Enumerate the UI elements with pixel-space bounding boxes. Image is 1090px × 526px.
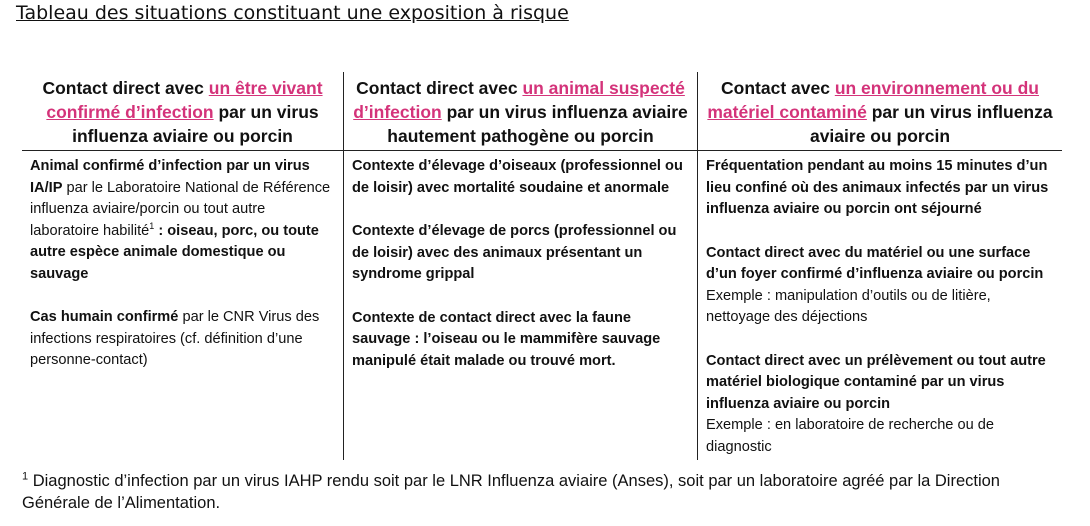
header-text: Contact avec (721, 78, 835, 98)
situation-entry (30, 307, 337, 372)
column-header (344, 76, 697, 148)
footnote (22, 470, 1072, 514)
entry-bold-text: Contact direct avec du matériel ou une surface d’un foyer confirmé d’influenza aviaire ou porcin (706, 244, 1044, 282)
situation-entry (352, 308, 691, 373)
header-text: par un virus influenza aviaire hautement pathogène ou porcin (387, 102, 688, 146)
footnote-marker: 1 (22, 470, 29, 483)
column-contaminated-environment (698, 72, 1062, 460)
column-suspected-animal (344, 72, 697, 460)
header-highlight: un animal suspecté d’infection (353, 78, 685, 122)
footnote-text: Diagnostic d’infection par un virus IAHP rendu soit par le LNR Influenza aviaire (Anses), soit par un laboratoire agréé par la Direction Générale de l’Alimentation. (22, 472, 1000, 512)
entry-bold-text: Contexte d’élevage de porcs (professionnel ou de loisir) avec des animaux présentant un syndrome grippal (352, 223, 677, 282)
page-title: Tableau des situations constituant une exposition à risque (16, 2, 569, 24)
situation-entry (352, 156, 691, 199)
column-body (706, 156, 1056, 480)
column-living-being (22, 72, 343, 460)
header-text: par un virus influenza aviaire ou porcin (72, 102, 319, 146)
header-text: Contact direct avec (356, 78, 523, 98)
header-text: Contact direct avec (42, 78, 209, 98)
column-header (22, 76, 343, 148)
column-header (698, 76, 1062, 148)
entry-bold-text: Cas humain confirmé (30, 309, 179, 325)
header-highlight: un être vivant confirmé d’infection (46, 78, 323, 122)
entry-bold-text: Animal confirmé d’infection par un virus IA/IP (30, 158, 310, 196)
entry-bold-text: Contexte de contact direct avec la faune sauvage : l’oiseau ou le mammifère sauvage manipulé était malade ou trouvé mort. (352, 309, 661, 369)
entry-text: par le Laboratoire National de Référence influenza aviaire/porcin ou tout autre laboratoire habilité (30, 179, 331, 239)
entry-text: par le CNR Virus des infections respiratoires (cf. définition d’une personne-contact) (30, 309, 320, 368)
column-body (30, 156, 337, 394)
entry-bold-text: Contact direct avec un prélèvement ou tout autre matériel biologique contaminé par un virus influenza aviaire ou porcin (706, 352, 1046, 412)
column-body (352, 156, 691, 394)
header-highlight: un environnement ou du matériel contaminé (707, 78, 1039, 122)
entry-bold-text: Contexte d’élevage d’oiseaux (professionnel ou de loisir) avec mortalité soudaine et anormale (352, 158, 683, 196)
footnote-reference: 1 (149, 220, 155, 231)
situation-entry (352, 221, 691, 286)
entry-bold-text: Fréquentation pendant au moins 15 minutes d’un lieu confiné où des animaux infectés par un virus influenza aviaire ou porcin ont séjourné (706, 158, 1049, 217)
entry-text: Exemple : manipulation d’outils ou de litière, nettoyage des déjections (706, 287, 991, 325)
entry-bold-text: : oiseau, porc, ou toute autre espèce animale domestique ou sauvage (30, 222, 319, 282)
situation-entry (30, 156, 337, 285)
situation-entry (706, 243, 1056, 329)
header-text: par un virus influenza aviaire ou porcin (809, 102, 1053, 146)
entry-text: Exemple : en laboratoire de recherche ou de diagnostic (706, 417, 994, 455)
situation-entry (706, 156, 1056, 221)
exposure-table (22, 72, 1062, 460)
situation-entry (706, 351, 1056, 459)
